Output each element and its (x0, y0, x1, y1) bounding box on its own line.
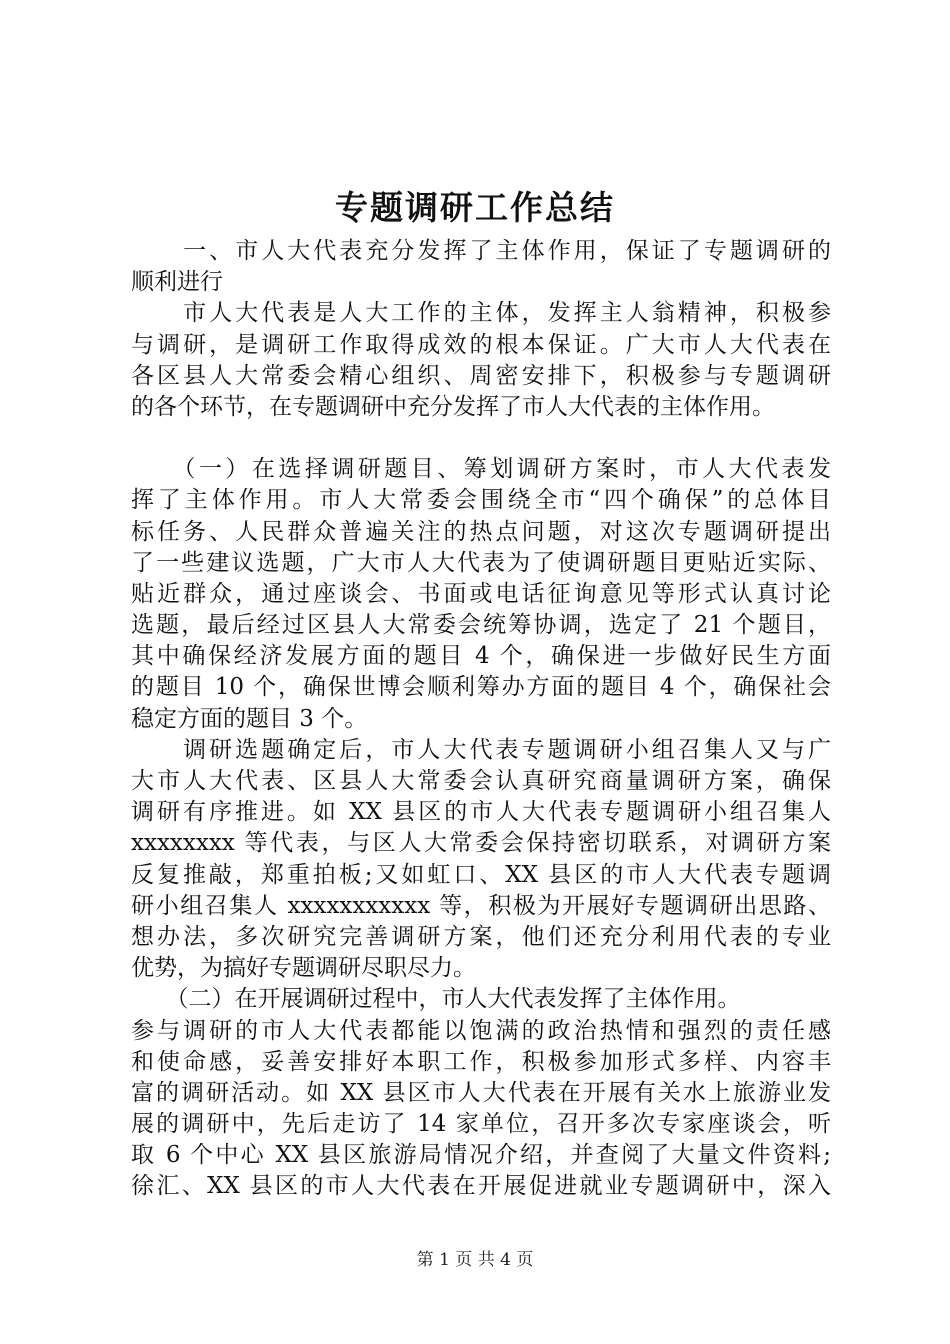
body-line: 挥了主体作用。市人大常委会围绕全市“四个确保”的总体目 (131, 487, 831, 514)
body-line: 徐汇、XX 县区的市人大代表在开展促进就业专题调研中，深入 (131, 1173, 831, 1200)
document-title: 专题调研工作总结 (335, 188, 615, 227)
body-line: 了一些建议选题，广大市人大代表为了使调研题目更贴近实际、 (131, 549, 831, 576)
body-line: 反复推敲，郑重拍板;又如虹口、XX 县区的市人大代表专题调 (131, 861, 831, 888)
body-line: 和使命感，妥善安排好本职工作，积极参加形式多样、内容丰 (131, 1048, 831, 1075)
body-line: 标任务、人民群众普遍关注的热点问题，对这次专题调研提出 (131, 518, 831, 545)
body-line: （一）在选择调研题目、筹划调研方案时，市人大代表发 (131, 456, 831, 483)
body-line: 一、市人大代表充分发挥了主体作用，保证了专题调研的 (131, 238, 831, 264)
paragraph-gap (131, 423, 831, 454)
body-line: 想办法，多次研究完善调研方案，他们还充分利用代表的专业 (131, 923, 831, 950)
body-line: 调研选题确定后，市人大代表专题调研小组召集人又与广 (131, 736, 831, 763)
body-line: 各区县人大常委会精心组织、周密安排下，积极参与专题调研 (131, 362, 831, 389)
body-line: 稳定方面的题目 3 个。 (131, 705, 368, 732)
body-line: 展的调研中，先后走访了 14 家单位，召开多次专家座谈会，听 (131, 1111, 831, 1138)
body-line: 顺利进行 (131, 269, 223, 296)
body-line: 调研有序推进。如 XX 县区的市人大代表专题调研小组召集人 (131, 799, 831, 826)
page-footer: 第 1 页 共 4 页 (416, 1250, 534, 1270)
body-line: 的各个环节，在专题调研中充分发挥了市人大代表的主体作用。 (131, 393, 775, 420)
body-line: 贴近群众，通过座谈会、书面或电话征询意见等形式认真讨论 (131, 580, 831, 607)
body-line: 取 6 个中心 XX 县区旅游局情况介绍，并查阅了大量文件资料; (131, 1142, 831, 1169)
body-line: 富的调研活动。如 XX 县区市人大代表在开展有关水上旅游业发 (131, 1079, 831, 1106)
body-line: 市人大代表是人大工作的主体，发挥主人翁精神，积极参 (131, 300, 831, 327)
body-line: 的题目 10 个，确保世博会顺利筹办方面的题目 4 个，确保社会 (131, 674, 831, 701)
body-line: （二）在开展调研过程中，市人大代表发挥了主体作用。 (131, 986, 741, 1013)
body-line: 选题，最后经过区县人大常委会统筹协调，选定了 21 个题目， (131, 612, 831, 639)
body-line: 优势，为搞好专题调研尽职尽力。 (131, 955, 476, 982)
body-line: 其中确保经济发展方面的题目 4 个，确保进一步做好民生方面 (131, 643, 831, 670)
body-line: 研小组召集人 xxxxxxxxxxx 等，积极为开展好专题调研出思路、 (131, 892, 831, 919)
body-line: 大市人大代表、区县人大常委会认真研究商量调研方案，确保 (131, 768, 831, 794)
document-body (131, 236, 831, 1203)
body-line: 与调研，是调研工作取得成效的根本保证。广大市人大代表在 (131, 331, 831, 358)
body-line: 参与调研的市人大代表都能以饱满的政治热情和强烈的责任感 (131, 1017, 831, 1044)
body-line: xxxxxxxx 等代表，与区人大常委会保持密切联系，对调研方案 (131, 830, 831, 857)
